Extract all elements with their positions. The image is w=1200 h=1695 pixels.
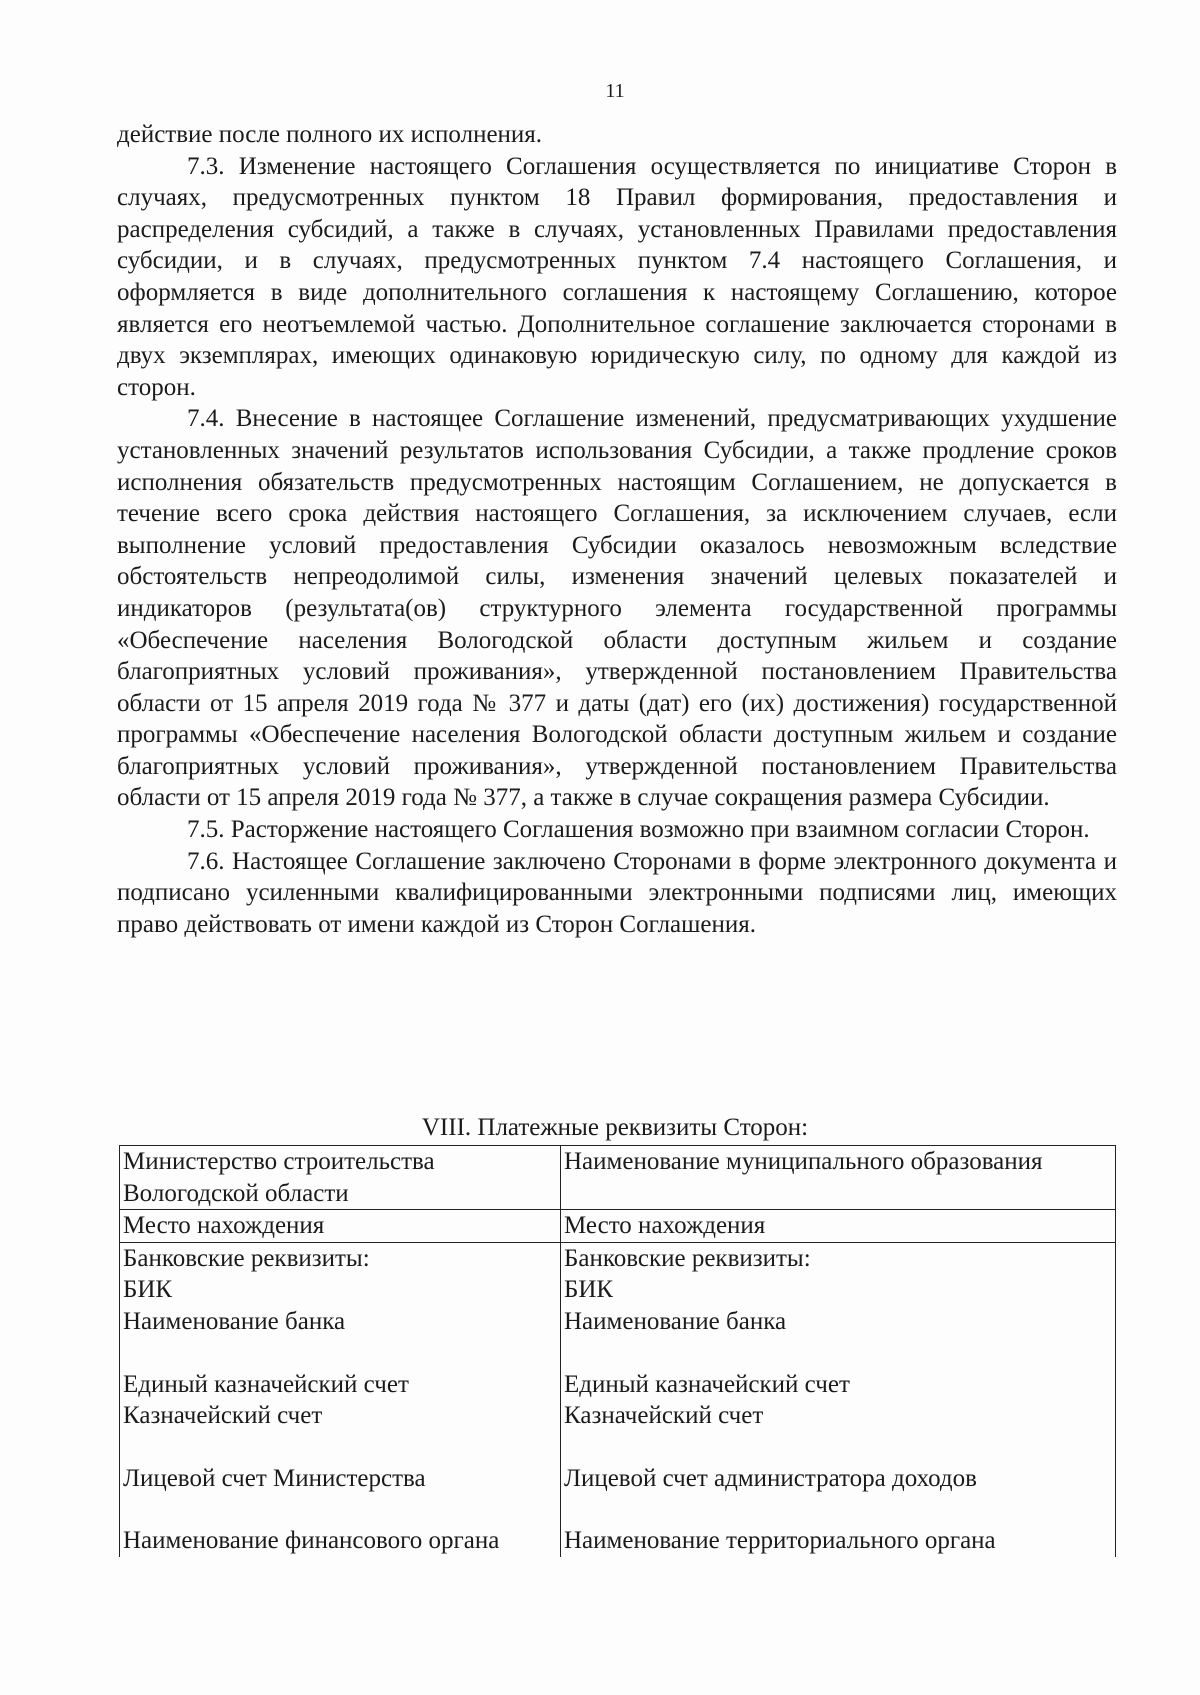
right-location: Место нахождения	[564, 1212, 766, 1240]
table-row	[120, 1242, 1116, 1557]
spacer	[123, 1494, 560, 1525]
spacer	[564, 1432, 1115, 1463]
right-personal-account: Лицевой счет администратора доходов	[564, 1464, 977, 1492]
left-bik: БИК	[123, 1276, 173, 1304]
section-heading: VIII. Платежные реквизиты Сторон:	[421, 1114, 809, 1141]
agreement-body	[117, 119, 1117, 940]
right-treasury-account: Казначейский счет	[564, 1402, 764, 1430]
paragraph-7-6: 7.6. Настоящее Соглашение заключено Сторонами в форме электронного документа и подписано усиленными квалифицированными электронными подписями лиц, имеющих право действовать от имени каждой из Сторон Соглашения.	[117, 847, 1117, 938]
right-single-treasury-account: Единый казначейский счет	[564, 1370, 850, 1398]
left-personal-account: Лицевой счет Министерства	[123, 1464, 426, 1492]
table-row	[120, 1146, 1116, 1210]
right-bank-name: Наименование банка	[564, 1307, 787, 1335]
paragraph-7-3: 7.3. Изменение настоящего Соглашения осуществляется по инициативе Сторон в случаях, предусмотренных пунктом 18 Правил формирования, предоставления и распределения субсидий, а также в случаях, установленных Правилами предоставления субсидии, и в случаях, предусмотренных пунктом 7.4 настоящего Соглашения, и оформляется в виде дополнительного соглашения к настоящему Соглашению, которое является его неотъемлемой частью. Дополнительное соглашение заключается сторонами в двух экземплярах, имеющих одинаковую юридическую силу, по одному для каждой из сторон.	[117, 152, 1117, 401]
spacer	[564, 1338, 1115, 1369]
right-location-cell	[561, 1210, 1116, 1243]
left-bank-name: Наименование банка	[123, 1307, 346, 1335]
spacer	[123, 1338, 560, 1369]
table-row	[120, 1210, 1116, 1243]
right-bank-cell	[561, 1242, 1116, 1557]
left-bank-cell	[120, 1242, 561, 1557]
right-party-name: Наименование муниципального образования	[564, 1148, 1043, 1175]
right-bik: БИК	[564, 1276, 614, 1304]
left-location-cell	[120, 1210, 561, 1243]
right-authority-name: Наименование территориального органа	[564, 1527, 996, 1555]
left-party-name-line2: Вологодской области	[123, 1179, 349, 1207]
left-treasury-account: Казначейский счет	[123, 1402, 323, 1430]
requisites-table	[119, 1145, 1116, 1557]
left-bank-details: Банковские реквизиты:	[123, 1244, 370, 1272]
paragraph-7-5: 7.5. Расторжение настоящего Соглашения возможно при взаимном согласии Сторон.	[187, 816, 1090, 844]
left-party-name-line1: Министерство строительства	[123, 1148, 435, 1175]
left-party-name-cell	[120, 1146, 561, 1210]
right-party-name-cell	[561, 1146, 1116, 1210]
paragraph-7-4: 7.4. Внесение в настоящее Соглашение изменений, предусматривающих ухудшение установленных значений результатов использования Субсидии, а также продление сроков исполнения обязательств предусмотренных настоящим Соглашением, не допускается в течение всего срока действия настоящего Соглашения, за исключением случаев, если выполнение условий предоставления Субсидии оказалось невозможным вследствие обстоятельств непреодолимой силы, изменения значений целевых показателей и индикаторов (результата(ов) структурного элемента государственной программы «Обеспечение населения Вологодской области доступным жильем и создание благоприятных условий проживания», утвержденной постановлением Правительства области от 15 апреля 2019 года № 377 и даты (дат) его (их) достижения) государственной программы «Обеспечение населения Вологодской области доступным жильем и создание благоприятных условий проживания», утвержденной постановлением Правительства области от 15 апреля 2019 года № 377, а также в случае сокращения размера Субсидии.	[117, 405, 1117, 812]
spacer	[123, 1432, 560, 1463]
paragraph-continuation: действие после полного их исполнения.	[117, 121, 543, 148]
left-authority-name: Наименование финансового органа	[123, 1527, 500, 1555]
spacer	[564, 1494, 1115, 1525]
left-single-treasury-account: Единый казначейский счет	[123, 1370, 409, 1398]
page-number: 11	[605, 80, 625, 102]
left-location: Место нахождения	[123, 1212, 325, 1240]
right-bank-details: Банковские реквизиты:	[564, 1244, 811, 1272]
